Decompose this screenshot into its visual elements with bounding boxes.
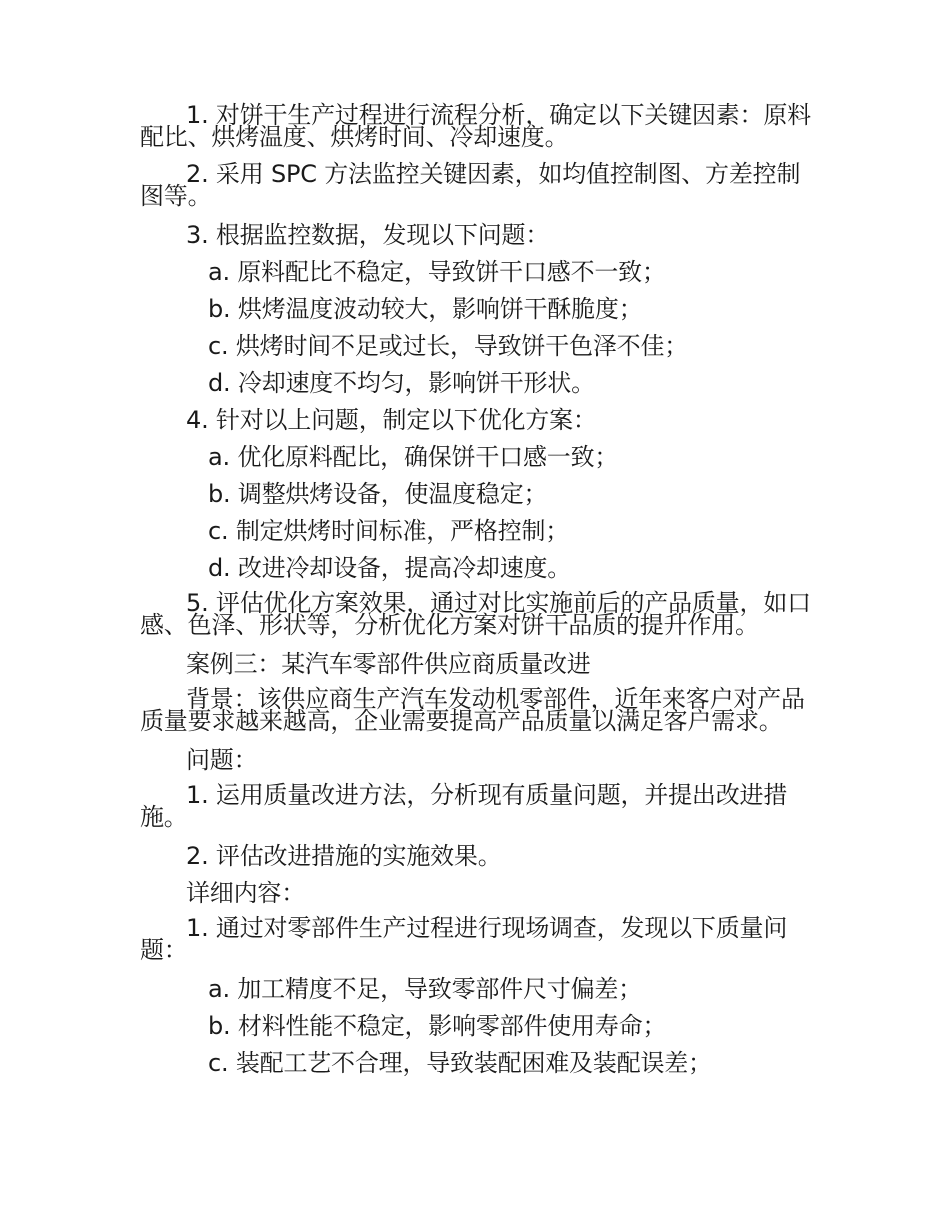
list-item-problem-b: b. 烘烤温度波动较大，影响饼干酥脆度；	[208, 295, 643, 323]
paragraph-background: 背景：该供应商生产汽车发动机零部件，近年来客户对产品质量要求越来越高，企业需要提高产品质量以满足客户需求。	[140, 685, 805, 735]
list-item-issue-c: c. 装配工艺不合理，导致装配困难及装配误差；	[208, 1049, 712, 1077]
question-1: 1. 运用质量改进方法，分析现有质量问题，并提出改进措施。	[140, 781, 788, 831]
list-item-issue-b: b. 材料性能不稳定，影响零部件使用寿命；	[208, 1012, 667, 1040]
paragraph-step-5: 5. 评估优化方案效果，通过对比实施前后的产品质量，如口感、色泽、形状等，分析优化方案对饼干品质的提升作用。	[140, 589, 811, 639]
list-item-solution-c: c. 制定烘烤时间标准，严格控制；	[208, 517, 570, 545]
paragraph-step-2: 2. 采用 SPC 方法监控关键因素，如均值控制图、方差控制图等。	[140, 160, 801, 210]
heading-questions: 问题：	[186, 746, 258, 774]
heading-details: 详细内容：	[186, 879, 305, 907]
question-2: 2. 评估改进措施的实施效果。	[186, 842, 502, 870]
detail-step-1: 1. 通过对零部件生产过程进行现场调查，发现以下质量问题：	[140, 914, 788, 964]
list-item-problem-d: d. 冷却速度不均匀，影响饼干形状。	[208, 369, 595, 397]
list-item-solution-d: d. 改进冷却设备，提高冷却速度。	[208, 554, 572, 582]
list-item-solution-b: b. 调整烘烤设备，使温度稳定；	[208, 480, 548, 508]
list-item-solution-a: a. 优化原料配比，确保饼干口感一致；	[208, 443, 619, 471]
case-title: 案例三：某汽车零部件供应商质量改进	[186, 650, 591, 678]
list-item-problem-a: a. 原料配比不稳定，导致饼干口感不一致；	[208, 258, 666, 286]
list-item-problem-c: c. 烘烤时间不足或过长，导致饼干色泽不佳；	[208, 332, 689, 360]
paragraph-step-3: 3. 根据监控数据，发现以下问题：	[186, 221, 550, 249]
paragraph-step-4: 4. 针对以上问题，制定以下优化方案：	[186, 406, 597, 434]
document-page	[140, 101, 812, 1087]
list-item-issue-a: a. 加工精度不足，导致零部件尺寸偏差；	[208, 975, 642, 1003]
paragraph-step-1: 1. 对饼干生产过程进行流程分析，确定以下关键因素：原料配比、烘烤温度、烘烤时间、冷却速度。	[140, 101, 811, 151]
